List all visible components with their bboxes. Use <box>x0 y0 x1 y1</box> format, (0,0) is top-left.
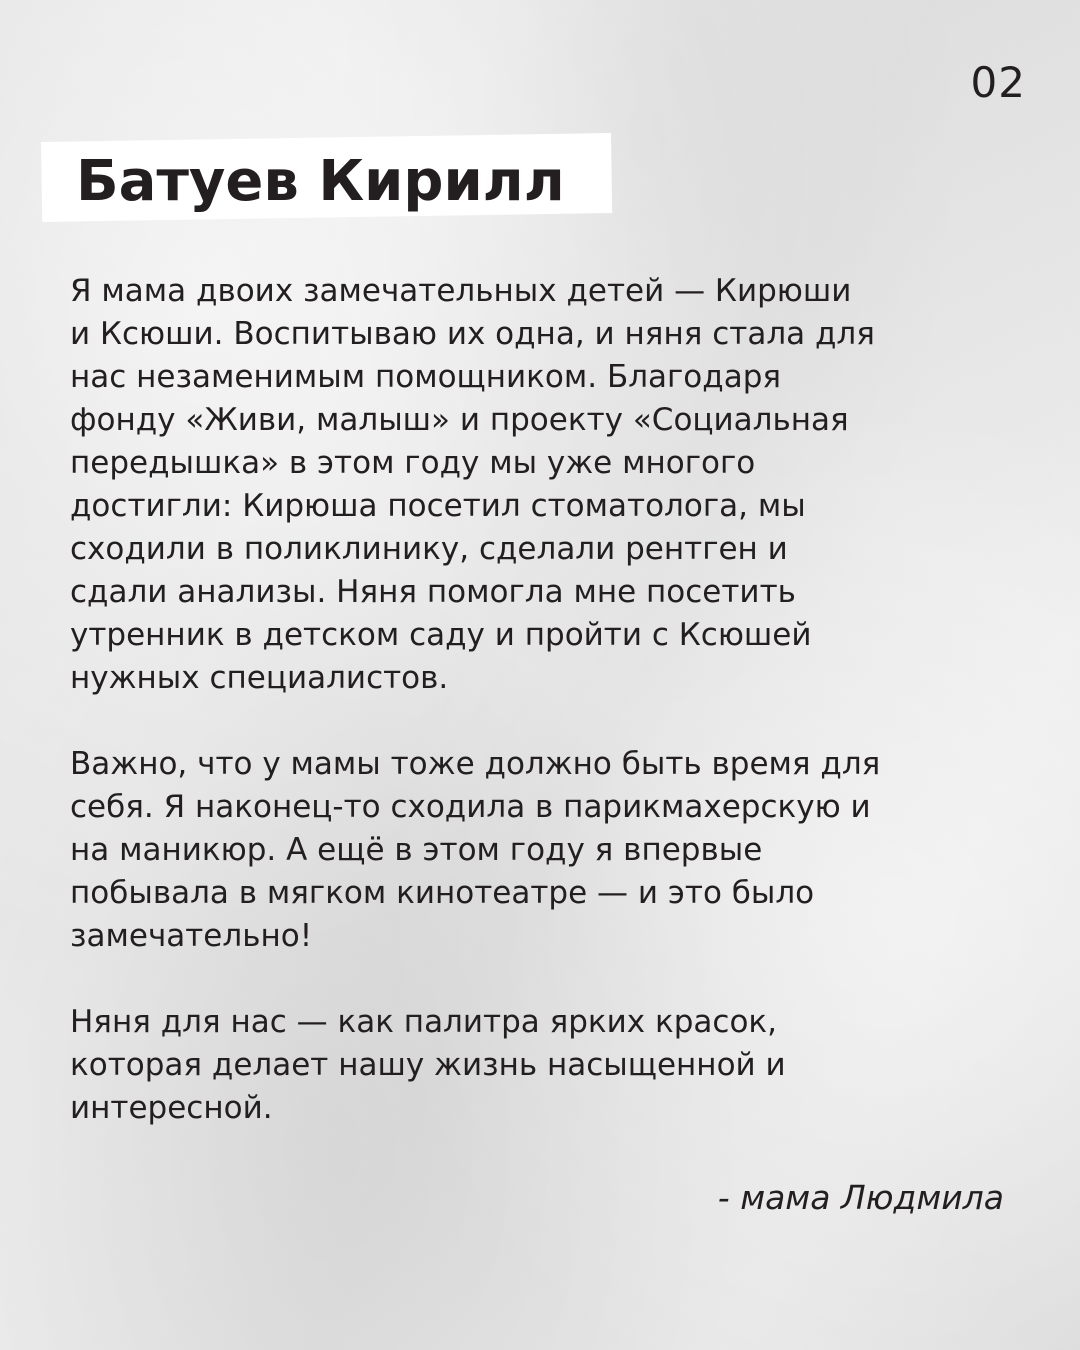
text-line: нас незаменимым помощником. Благодаря <box>70 359 782 395</box>
text-line: нужных специалистов. <box>70 660 449 696</box>
page-number: 02 <box>970 58 1026 107</box>
text-line: Няня для нас — как палитра ярких красок, <box>70 1004 777 1040</box>
page-title: Батуев Кирилл <box>76 149 565 214</box>
paragraph-1 <box>70 270 1020 700</box>
signature: - мама Людмила <box>717 1178 1004 1217</box>
text-line: сдали анализы. Няня помогла мне посетить <box>70 574 796 610</box>
text-line: интересной. <box>70 1090 273 1126</box>
text-line: себя. Я наконец-то сходила в парикмахерскую и <box>70 789 871 825</box>
text-line: на маникюр. А ещё в этом году я впервые <box>70 832 763 868</box>
paragraph-3 <box>70 1001 1020 1130</box>
text-line: побывала в мягком кинотеатре — и это было <box>70 875 815 911</box>
text-line: которая делает нашу жизнь насыщенной и <box>70 1047 786 1083</box>
text-line: передышка» в этом году мы уже многого <box>70 445 756 481</box>
text-line: сходили в поликлинику, сделали рентген и <box>70 531 788 567</box>
story-text <box>70 270 1020 1173</box>
text-line: фонду «Живи, малыш» и проекту «Социальная <box>70 402 849 438</box>
text-line: и Ксюши. Воспитываю их одна, и няня стала для <box>70 316 875 352</box>
text-line: замечательно! <box>70 918 313 954</box>
text-line: достигли: Кирюша посетил стоматолога, мы <box>70 488 806 524</box>
paragraph-2 <box>70 743 1020 958</box>
text-line: Я мама двоих замечательных детей — Кирюши <box>70 273 852 309</box>
text-line: Важно, что у мамы тоже должно быть время для <box>70 746 881 782</box>
text-line: утренник в детском саду и пройти с Ксюшей <box>70 617 812 653</box>
